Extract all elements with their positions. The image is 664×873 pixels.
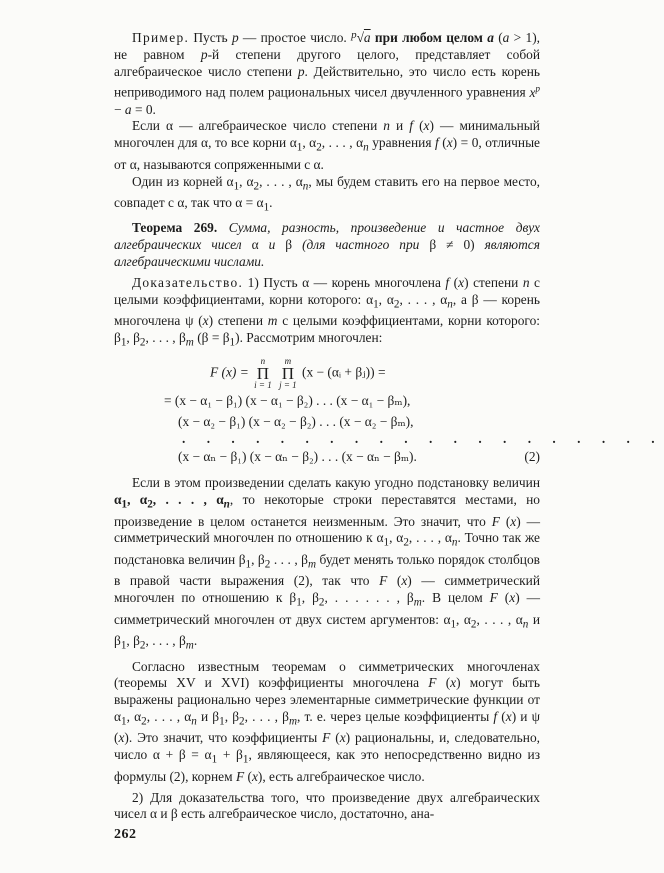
formula-row-dots: . . . . . . . . . . . . . . . . . . . . bbox=[182, 431, 664, 447]
product-j-lower: j = 1 bbox=[279, 380, 297, 391]
product-i-upper: n bbox=[260, 356, 266, 367]
paragraph-example: Пример. Пусть p — простое число. $^p$√a при любом целом a (a > 1), не равном p-й степени другого целого, представляет собой алгебраическое число степени p. Действительно, это число есть корень неприводимого над полем рациональных чисел двучленного уравнения $x^p - a = 0$. bbox=[114, 29, 540, 117]
paragraph-proof-intro: Доказательство. 1) Пусть α — корень многочлена f (x) степени n с целыми коэффициентами, корни которого: $\alpha_1$, $\alpha_2$, . . . , $\alpha_n$, а β — корень многочлена ψ (x) степени m с целыми коэффициентами, корни которого: $\beta_1$, $\beta_2$, . . . , $\beta_m$ $(\beta = \beta_1)$. Рассмотрим многочлен: bbox=[114, 274, 540, 349]
theorem-269: Теорема 269. Сумма, разность, произведение и частное двух алгебраических чисел α и β (для частного при β ≠ 0) являются алгебраическими числами. bbox=[114, 220, 540, 270]
formula-row-1: = (x − α₁ − β₁) (x − α₁ − β₂) . . . (x − α₁ − βₘ), bbox=[164, 393, 411, 409]
equation-number: (2) bbox=[524, 449, 540, 465]
proof-label: Доказательство. bbox=[132, 274, 244, 290]
product-operator-i: n Π i = 1 bbox=[254, 356, 272, 391]
formula-2 bbox=[114, 356, 664, 467]
product-operator-j: m Π j = 1 bbox=[279, 356, 297, 391]
formula-row-2: (x − α₂ − β₁) (x − α₂ − β₂) . . . (x − α₂ − βₘ), bbox=[178, 414, 414, 430]
paragraph-coefficients: Согласно известным теоремам о симметрических многочленах (теоремы XV и XVI) коэффициенты многочлена F (x) могут быть выражены рационально через элементарные симметрические функции от $\alpha_1$, $\alpha_2$, . . . , $\alpha_n$ и $\beta_1$, $\beta_2$, . . . , $\beta_m$, т. е. через целые коэффициенты f (x) и ψ (x). Это значит, что коэффициенты F (x) рациональны, и, следовательно, число $\alpha + \beta = \alpha_1 + \beta_1$, являющееся, как это непосредственно видно из формулы (2), корнем F (x), есть алгебраическое число. bbox=[114, 658, 541, 784]
paragraph-product-start: 2) Для доказательства того, что произведение двух алгебраических чисел α и β есть алгебраическое число, достаточно, ана- bbox=[114, 789, 540, 822]
formula-line-product bbox=[114, 357, 540, 390]
page-number: 262 bbox=[114, 827, 137, 843]
example-label: Пример. bbox=[132, 30, 190, 45]
formula-row-last-text: (x − αₙ − β₁) (x − αₙ − β₂) . . . (x − αₙ − βₘ). bbox=[178, 449, 417, 465]
formula-row-last bbox=[114, 446, 540, 467]
formula-product-body: (x − (αᵢ + βⱼ)) = bbox=[302, 364, 386, 380]
paragraph-conjugate-roots: Если α — алгебраическое число степени n и f (x) — минимальный многочлен для α, то все корни $\alpha_1$, $\alpha_2$, . . . , $\alpha_n$ уравнения f (x) = 0, отличные от α, называются сопряженными с α. bbox=[114, 118, 541, 172]
product-i-lower: i = 1 bbox=[254, 380, 272, 391]
paragraph-first-root: Один из корней $\alpha_1$, $\alpha_2$, . . . , $\alpha_n$, мы будем ставить его на первое место, совпадет с α, так что $\alpha = \alpha_1$. bbox=[114, 173, 540, 214]
paragraph-substitution: Если в этом произведении сделать какую угодно подстановку величин $\alpha_1$, $\alpha_2$, . . . , $\alpha_n$, то некоторые строки переставятся местами, но произведение в целом останется неизменным. Это значит, что F (x) — симметрический многочлен по отношению к $\alpha_1$, $\alpha_2$, . . . , $\alpha_n$. Точно так же подстановка величин $\beta_1$, $\beta_2$ . . . , $\beta_m$ будет менять только порядок столбцов в правой части выражения (2), так что F (x) — симметрический многочлен по отношению к $\beta_1$, $\beta_2$, . . . . . . , $\beta_m$. В целом F (x) — симметрический многочлен от двух систем аргументов: $\alpha_1$, $\alpha_2$, . . . , $\alpha_n$ и $\beta_1$, $\beta_2$, . . . , $\beta_m$. bbox=[114, 475, 541, 652]
product-j-upper: m bbox=[284, 356, 292, 367]
formula-lhs: F (x) = bbox=[210, 364, 249, 380]
